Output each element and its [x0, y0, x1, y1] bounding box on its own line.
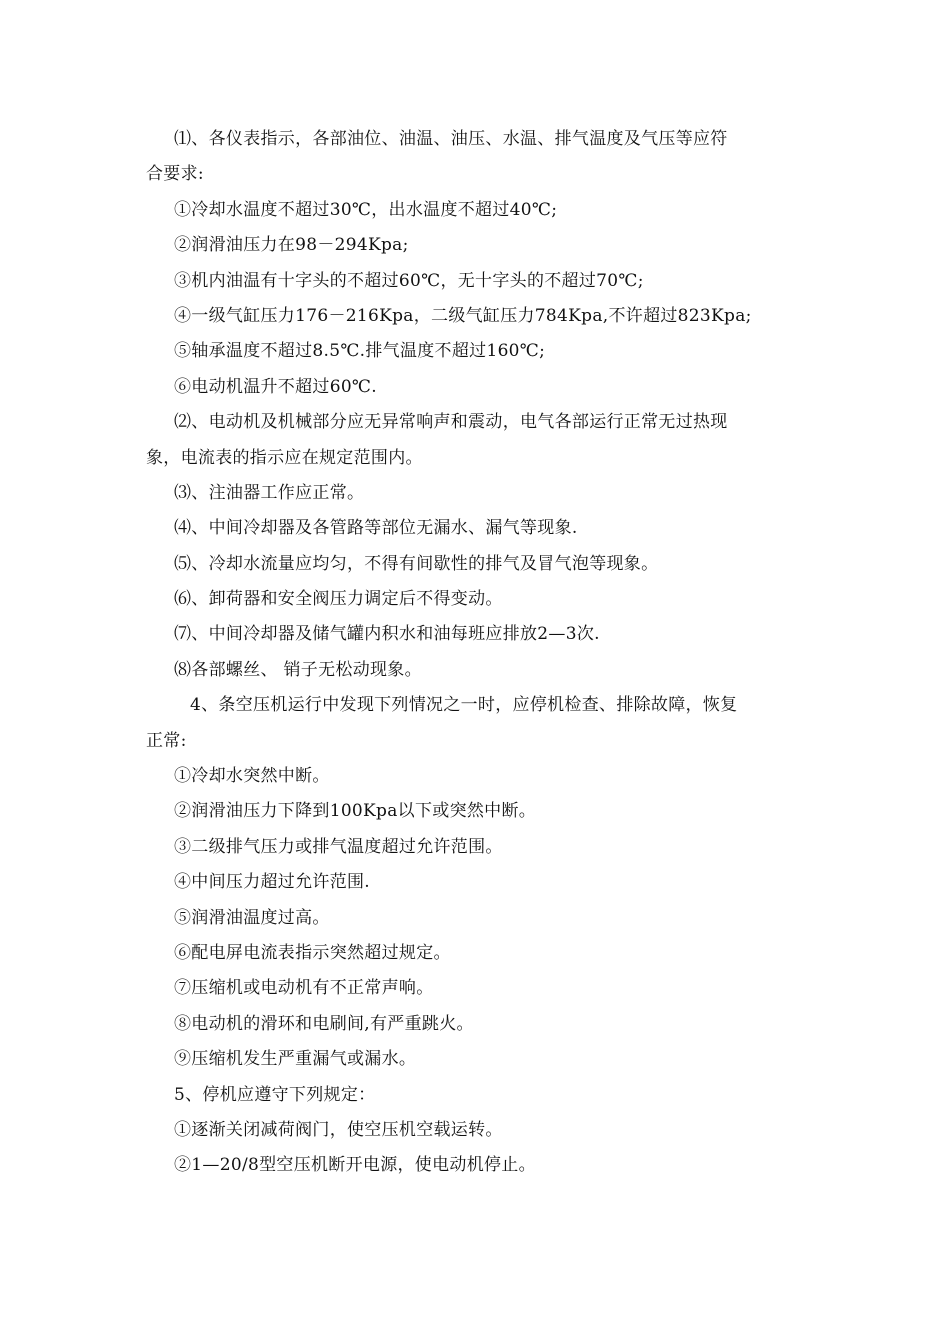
text-line: ③机内油温有十字头的不超过60℃，无十字头的不超过70℃; — [174, 270, 644, 291]
text-line: ⑴、各仪表指示，各部油位、油温、油压、水温、排气温度及气压等应符 — [174, 129, 728, 149]
text-line: ⑤润滑油温度过高。 — [174, 907, 330, 928]
text-line: 4、条空压机运行中发现下列情况之一时，应停机检查、排除故障，恢复 — [190, 695, 738, 716]
text-line: ④一级气缸压力176－216Kpa，二级气缸压力784Kpa,不许超过823Kpa; — [174, 305, 752, 326]
text-line: ②1—20/8型空压机断开电源，使电动机停止。 — [174, 1155, 536, 1176]
text-line: 合要求: — [146, 164, 204, 185]
text-line: ①冷却水突然中断。 — [174, 766, 330, 787]
text-line: ⑹、卸荷器和安全阀压力调定后不得变动。 — [174, 589, 503, 610]
text-line: ⑤轴承温度不超过8.5℃.排气温度不超过160℃; — [174, 341, 546, 362]
text-line: ⑶、注油器工作应正常。 — [174, 482, 365, 503]
text-line: ⑥电动机温升不超过60℃. — [174, 376, 377, 397]
text-line: ⑧电动机的滑环和电刷间,有严重跳火。 — [174, 1013, 474, 1034]
document-body — [146, 122, 802, 1184]
text-line: ⑷、中间冷却器及各管路等部位无漏水、漏气等现象. — [174, 518, 578, 539]
text-line: 象，电流表的指示应在规定范围内。 — [146, 447, 423, 468]
text-line: ②润滑油压力在98－294Kpa; — [174, 235, 409, 256]
text-line: 正常: — [146, 730, 187, 751]
text-line: ⑨压缩机发生严重漏气或漏水。 — [174, 1049, 417, 1070]
text-line: ⑸、冷却水流量应均匀，不得有间歇性的排气及冒气泡等现象。 — [174, 553, 659, 574]
text-line: ④中间压力超过允许范围. — [174, 872, 371, 893]
text-line: ⑺、中间冷却器及储气罐内积水和油每班应排放2—3次. — [174, 624, 600, 645]
text-line: ①冷却水温度不超过30℃，出水温度不超过40℃; — [174, 199, 558, 220]
text-line: 5、停机应遵守下列规定： — [174, 1084, 376, 1105]
text-line: ⑵、电动机及机械部分应无异常响声和震动，电气各部运行正常无过热现 — [174, 412, 728, 433]
text-line: ②润滑油压力下降到100Kpa以下或突然中断。 — [174, 801, 537, 822]
text-line: ⑦压缩机或电动机有不正常声响。 — [174, 978, 434, 999]
text-line: ⑻各部螺丝、 销子无松动现象。 — [174, 659, 422, 680]
text-line: ⑥配电屏电流表指示突然超过规定。 — [174, 942, 451, 963]
text-line: ③二级排气压力或排气温度超过允许范围。 — [174, 836, 503, 857]
text-line: ①逐渐关闭减荷阀门，使空压机空载运转。 — [174, 1119, 503, 1140]
